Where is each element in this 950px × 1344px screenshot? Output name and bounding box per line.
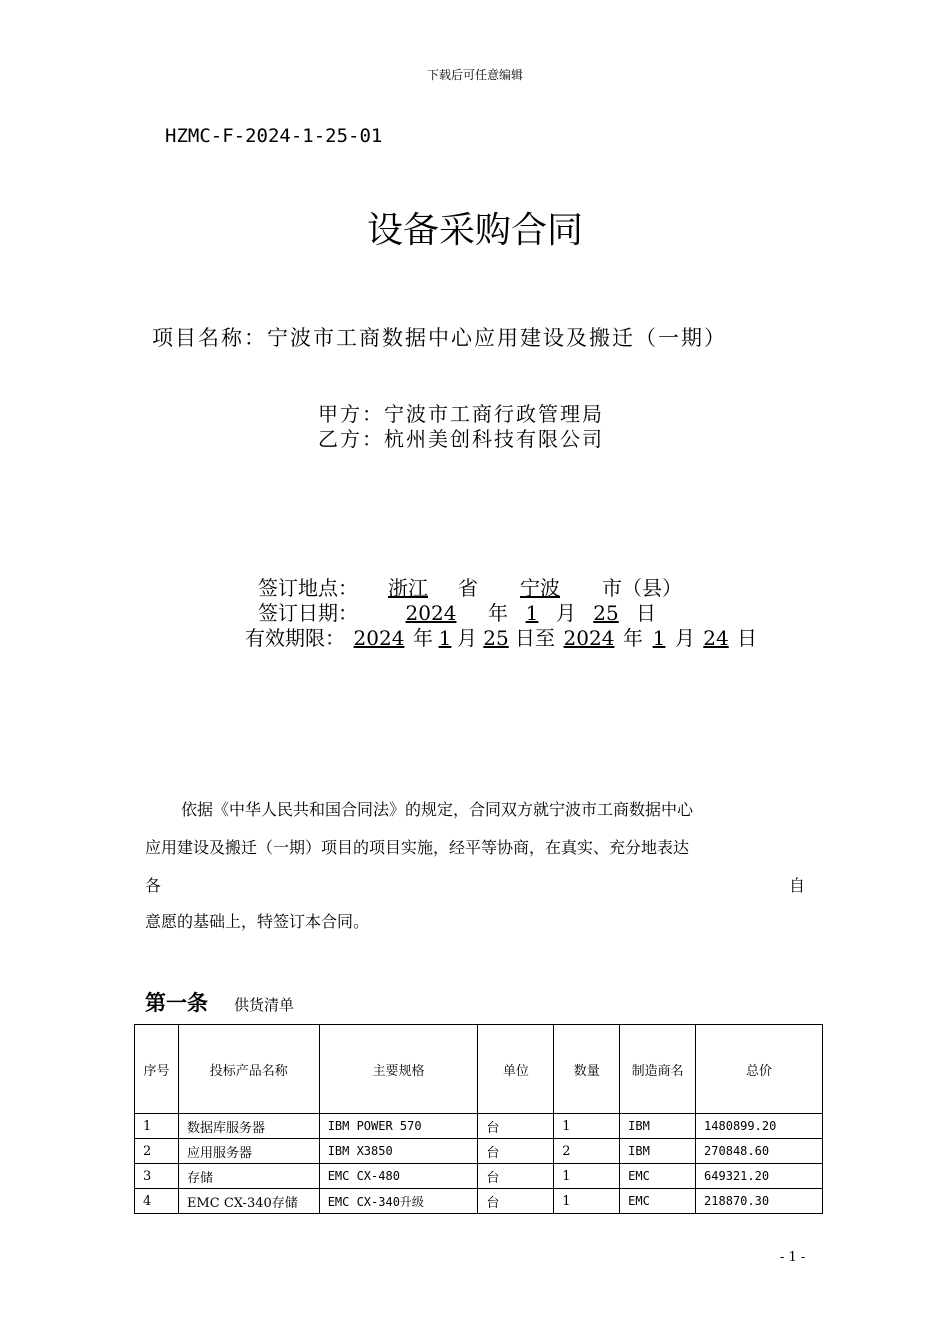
sign-month: 1	[525, 601, 539, 625]
page-number: - 1 -	[780, 1250, 806, 1265]
cell-manufacturer: IBM	[620, 1114, 696, 1139]
paragraph-line-1: 依据《中华人民共和国合同法》的规定，合同双方就宁波市工商数据中心	[181, 800, 694, 819]
cell-product-name: EMC CX-340存储	[178, 1189, 319, 1214]
cell-manufacturer: IBM	[620, 1139, 696, 1164]
article-1-heading	[145, 987, 294, 1017]
table-row	[135, 1139, 823, 1164]
validity-label: 有效期限：	[245, 626, 345, 650]
table-row	[135, 1164, 823, 1189]
cell-unit: 台	[478, 1114, 554, 1139]
cell-quantity: 1	[554, 1189, 620, 1214]
validity-month-char-2: 月	[675, 626, 695, 650]
table-row	[135, 1114, 823, 1139]
cell-unit: 台	[478, 1189, 554, 1214]
validity-from-day: 25	[483, 626, 509, 650]
validity-from-month: 1	[438, 626, 452, 650]
validity-year-char-2: 年	[623, 626, 643, 650]
table-row	[135, 1189, 823, 1214]
sign-date-label: 签订日期：	[258, 601, 358, 625]
cell-total-price: 270848.60	[696, 1139, 823, 1164]
cell-total-price: 1480899.20	[696, 1114, 823, 1139]
validity-from-year: 2024	[353, 626, 405, 650]
party-b: 乙方：杭州美创科技有限公司	[318, 427, 604, 451]
header-index: 序号	[135, 1025, 179, 1114]
paragraph-line-2: 应用建设及搬迁（一期）项目的项目实施，经平等协商，在真实、充分地表达	[145, 838, 690, 857]
cell-unit: 台	[478, 1139, 554, 1164]
cell-quantity: 1	[554, 1164, 620, 1189]
header-quantity: 数量	[554, 1025, 620, 1114]
cell-manufacturer: EMC	[620, 1189, 696, 1214]
table-header-row	[135, 1025, 823, 1114]
sign-year: 2024	[405, 601, 457, 625]
cell-unit: 台	[478, 1164, 554, 1189]
year-suffix: 年	[488, 601, 508, 625]
day-suffix: 日	[636, 601, 656, 625]
cell-product-name: 数据库服务器	[178, 1114, 319, 1139]
article-1-subtitle: 供货清单	[234, 996, 295, 1014]
cell-manufacturer: EMC	[620, 1164, 696, 1189]
header-total-price: 总价	[696, 1025, 823, 1114]
paragraph-line-4: 意愿的基础上，特签订本合同。	[145, 912, 370, 931]
supply-table	[134, 1024, 823, 1214]
cell-spec: IBM X3850	[319, 1139, 478, 1164]
cell-quantity: 1	[554, 1114, 620, 1139]
project-name: 项目名称：宁波市工商数据中心应用建设及搬迁（一期）	[152, 326, 727, 350]
sign-province: 浙江	[388, 576, 428, 600]
page-title: 设备采购合同	[366, 210, 583, 251]
paragraph-line-3-right: 自	[788, 876, 805, 895]
validity-month-char: 月	[457, 626, 477, 650]
validity-day-char: 日	[737, 626, 757, 650]
city-suffix: 市（县）	[602, 576, 682, 600]
cell-product-name: 存储	[178, 1164, 319, 1189]
sign-city: 宁波	[520, 576, 560, 600]
validity-to-month: 1	[652, 626, 666, 650]
cell-spec: EMC CX-480	[319, 1164, 478, 1189]
cell-total-price: 218870.30	[696, 1189, 823, 1214]
cell-index: 3	[135, 1164, 179, 1189]
validity-line	[245, 622, 757, 651]
sign-place-label: 签订地点：	[258, 576, 358, 600]
cell-spec: IBM POWER 570	[319, 1114, 478, 1139]
header-note: 下载后可任意编辑	[426, 68, 523, 82]
party-a: 甲方：宁波市工商行政管理局	[318, 402, 604, 426]
validity-to-day: 24	[703, 626, 729, 650]
cell-total-price: 649321.20	[696, 1164, 823, 1189]
cell-index: 4	[135, 1189, 179, 1214]
cell-product-name: 应用服务器	[178, 1139, 319, 1164]
header-unit: 单位	[478, 1025, 554, 1114]
province-suffix: 省	[458, 576, 478, 600]
header-spec: 主要规格	[319, 1025, 478, 1114]
validity-to-word: 日至	[515, 626, 555, 650]
cell-quantity: 2	[554, 1139, 620, 1164]
validity-year-char: 年	[413, 626, 433, 650]
cell-index: 1	[135, 1114, 179, 1139]
header-product-name: 投标产品名称	[178, 1025, 319, 1114]
document-code: HZMC-F-2024-1-25-01	[165, 125, 383, 147]
cell-index: 2	[135, 1139, 179, 1164]
article-1-title: 第一条	[145, 991, 208, 1015]
month-suffix: 月	[556, 601, 576, 625]
sign-day: 25	[593, 601, 619, 625]
paragraph-line-3-left: 各	[145, 876, 162, 895]
validity-to-year: 2024	[563, 626, 615, 650]
header-manufacturer: 制造商名	[620, 1025, 696, 1114]
paragraph-line-3	[145, 873, 805, 896]
cell-spec: EMC CX-340升级	[319, 1189, 478, 1214]
